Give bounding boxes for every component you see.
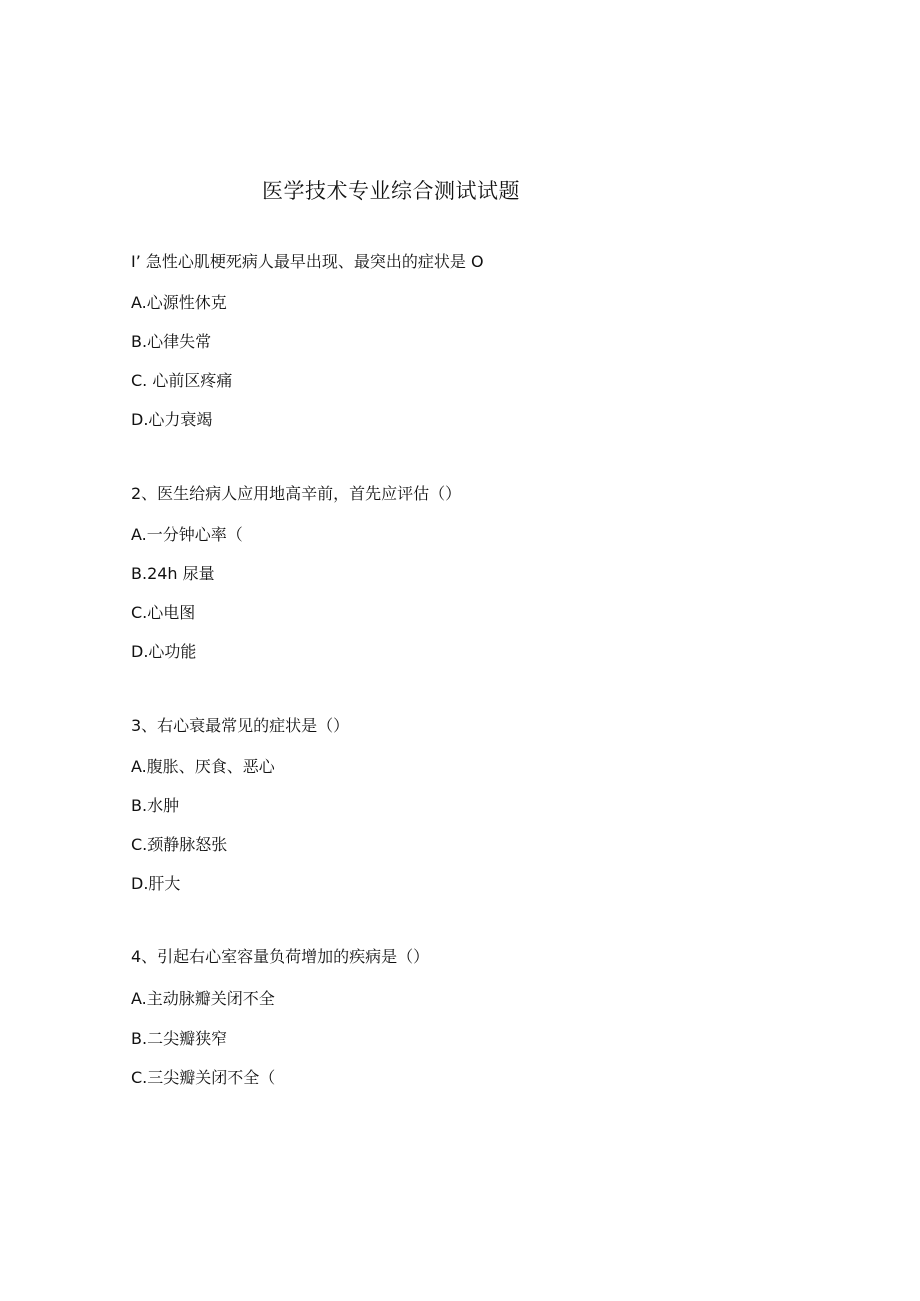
question-1-option-a: A.心源性休克 bbox=[131, 293, 227, 312]
question-1-option-d: D.心力衰竭 bbox=[131, 410, 213, 429]
document-title: 医学技术专业综合测试试题 bbox=[262, 179, 520, 203]
question-3-option-d: D.肝大 bbox=[131, 874, 181, 893]
question-4-option-c: C.三尖瓣关闭不全（ bbox=[131, 1068, 276, 1087]
question-1-stem: I’ 急性心肌梗死病人最早出现、最突出的症状是 O bbox=[131, 252, 484, 271]
question-1-option-b: B.心律失常 bbox=[131, 332, 212, 351]
question-2-option-a: A.一分钟心率（ bbox=[131, 525, 243, 544]
question-3-option-a: A.腹胀、厌食、恶心 bbox=[131, 757, 275, 776]
question-2-stem: 2、医生给病人应用地高辛前，首先应评估（） bbox=[131, 484, 462, 503]
question-2-option-b: B.24h 尿量 bbox=[131, 564, 215, 583]
question-1-option-c: C. 心前区疼痛 bbox=[131, 371, 233, 390]
question-2-option-d: D.心功能 bbox=[131, 642, 197, 661]
question-4-option-b: B.二尖瓣狭窄 bbox=[131, 1029, 228, 1048]
question-3-stem: 3、右心衰最常见的症状是（） bbox=[131, 716, 350, 735]
question-4-stem: 4、引起右心室容量负荷增加的疾病是（） bbox=[131, 947, 430, 966]
question-3-option-b: B.水肿 bbox=[131, 796, 180, 815]
question-3-option-c: C.颈静脉怒张 bbox=[131, 835, 228, 854]
question-4-option-a: A.主动脉瓣关闭不全 bbox=[131, 989, 275, 1008]
question-2-option-c: C.心电图 bbox=[131, 603, 196, 622]
